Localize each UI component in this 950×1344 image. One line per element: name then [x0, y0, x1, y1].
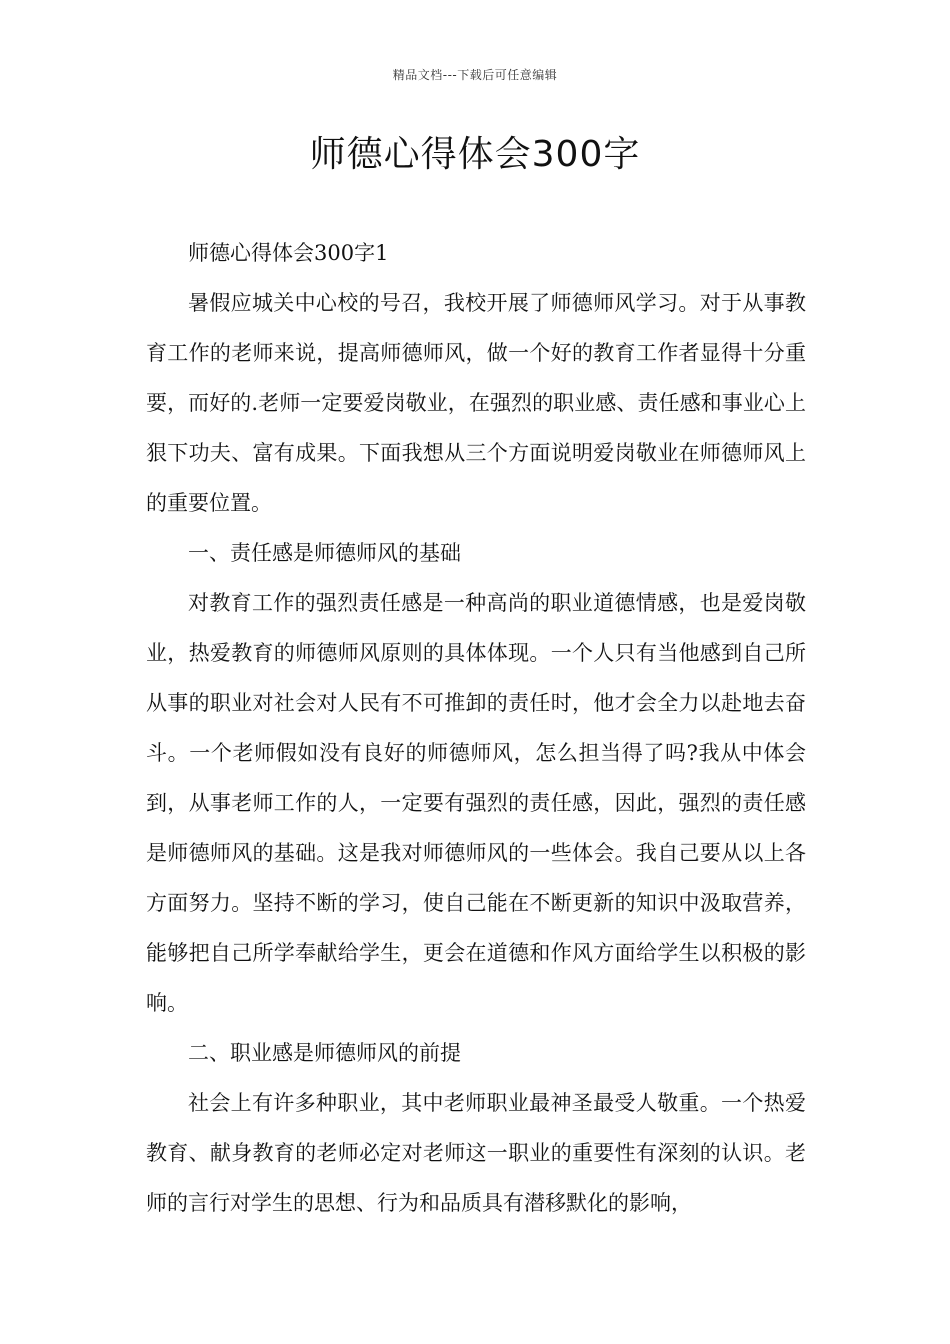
paragraph-profession: 社会上有许多种职业，其中老师职业最神圣最受人敬重。一个热爱教育、献身教育的老师必定对老师这一职业的重要性有深刻的认识。老师的言行对学生的思想、行为和品质具有潜移默化的影响， — [146, 1091, 806, 1215]
document-body — [146, 228, 806, 1228]
section-heading-1: 一、责任感是师德师风的基础 — [188, 541, 461, 565]
document-title: 师德心得体会300字 — [309, 134, 641, 175]
paragraph-intro: 暑假应城关中心校的号召，我校开展了师德师风学习。对于从事教育工作的老师来说，提高师德师风，做一个好的教育工作者显得十分重要，而好的.老师一定要爱岗敬业，在强烈的职业感、责任感和事业心上狠下功夫、富有成果。下面我想从三个方面说明爱岗敬业在师德师风上的重要位置。 — [146, 291, 806, 515]
paragraph-responsibility: 对教育工作的强烈责任感是一种高尚的职业道德情感，也是爱岗敬业，热爱教育的师德师风原则的具体体现。一个人只有当他感到自己所从事的职业对社会对人民有不可推卸的责任时，他才会全力以赴地去奋斗。一个老师假如没有良好的师德师风，怎么担当得了吗?我从中体会到，从事老师工作的人，一定要有强烈的责任感，因此，强烈的责任感是师德师风的基础。这是我对师德师风的一些体会。我自己要从以上各方面努力。坚持不断的学习，使自己能在不断更新的知识中汲取营养，能够把自己所学奉献给学生，更会在道德和作风方面给学生以积极的影响。 — [146, 591, 806, 1015]
page-header-watermark: 精品文档---下载后可任意编辑 — [392, 68, 558, 82]
section-subtitle: 师德心得体会300字1 — [188, 241, 389, 265]
section-heading-2: 二、职业感是师德师风的前提 — [188, 1041, 461, 1065]
